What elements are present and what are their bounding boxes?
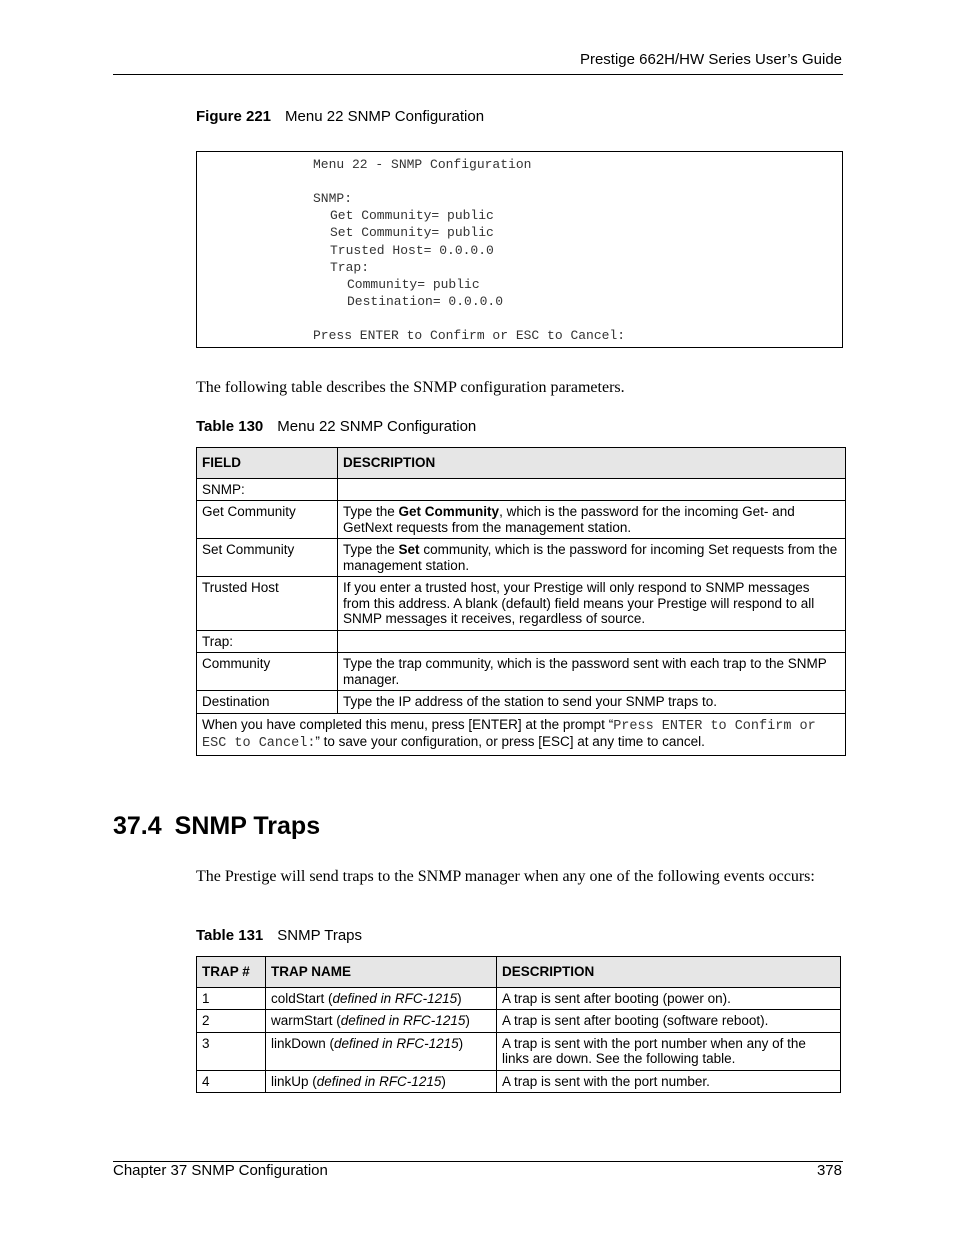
table-row	[197, 1010, 841, 1033]
section-number: 37.4	[113, 812, 162, 840]
column-header-trap-number: TRAP #	[197, 957, 266, 988]
table-row	[197, 987, 841, 1010]
table-row	[197, 478, 846, 501]
table-row	[197, 691, 846, 714]
table-130-label: Table 130	[196, 418, 264, 435]
terminal-line: Press ENTER to Confirm or ESC to Cancel:	[313, 328, 626, 343]
trap-number-cell: 4	[197, 1070, 266, 1093]
trap-name: coldStart	[271, 990, 325, 1006]
page-number: 378	[816, 1162, 842, 1179]
field-cell: Community	[197, 653, 338, 691]
field-cell: Destination	[197, 691, 338, 714]
trap-definition: defined in RFC-1215	[316, 1073, 442, 1089]
description-cell	[338, 478, 846, 501]
description-text: Type the	[343, 542, 399, 557]
description-bold: Set	[398, 542, 420, 557]
trap-name: linkDown	[271, 1035, 326, 1051]
section-heading	[113, 812, 320, 841]
description-cell: Type the IP address of the station to send your SNMP traps to.	[338, 691, 846, 714]
table-header-row	[197, 957, 841, 988]
trap-name-cell: linkDown (defined in RFC-1215)	[266, 1032, 497, 1070]
description-cell	[338, 630, 846, 653]
trap-definition: defined in RFC-1215	[340, 1013, 466, 1028]
terminal-line: SNMP:	[313, 191, 353, 206]
terminal-line: Destination= 0.0.0.0	[347, 294, 504, 309]
trap-name: linkUp	[271, 1073, 309, 1089]
table-footer-note	[197, 713, 846, 755]
table-row	[197, 630, 846, 653]
description-cell: A trap is sent after booting (power on).	[497, 987, 841, 1010]
footer-note-text: When you have completed this menu, press [ENTER] at the prompt “	[202, 716, 614, 732]
field-cell: SNMP:	[197, 478, 338, 501]
figure-label: Figure 221	[196, 108, 272, 125]
table-131-label: Table 131	[196, 927, 264, 944]
terminal-line: Trusted Host= 0.0.0.0	[330, 243, 494, 258]
running-header-title: Prestige 662H/HW Series User’s Guide	[579, 51, 842, 68]
table-header-row	[197, 448, 846, 479]
table-row	[197, 577, 846, 631]
description-text: , which is the password for the incoming Get- and GetNext requests from the management station.	[343, 504, 795, 535]
table-row	[197, 1032, 841, 1070]
trap-number-cell: 2	[197, 1010, 266, 1033]
trap-name: warmStart	[271, 1013, 333, 1028]
trap-name-cell: linkUp (defined in RFC-1215)	[266, 1070, 497, 1093]
terminal-line: Community= public	[347, 277, 480, 292]
column-header-description: DESCRIPTION	[497, 957, 841, 988]
figure-caption	[196, 108, 484, 125]
trap-name-cell: coldStart (defined in RFC-1215)	[266, 987, 497, 1010]
description-cell: If you enter a trusted host, your Prestige will only respond to SNMP messages from this address. A blank (default) field means your Prestige will respond to all SNMP messages it receives, regardless of source.	[338, 577, 846, 631]
table-row	[197, 653, 846, 691]
table-131	[196, 956, 841, 1093]
header-divider	[113, 74, 843, 75]
terminal-line: Trap:	[330, 260, 370, 275]
field-cell: Set Community	[197, 539, 338, 577]
field-cell: Trap:	[197, 630, 338, 653]
description-text: Type the	[343, 504, 399, 519]
description-cell: Type the trap community, which is the password sent with each trap to the SNMP manager.	[338, 653, 846, 691]
column-header-trap-name: TRAP NAME	[266, 957, 497, 988]
description-text: community, which is the password for incoming Set requests from the management station.	[343, 542, 838, 573]
table-130-caption	[196, 418, 476, 435]
terminal-line: Set Community= public	[330, 225, 494, 240]
section-title: SNMP Traps	[174, 812, 321, 840]
intro-paragraph: The following table describes the SNMP configuration parameters.	[196, 379, 625, 396]
table-130-title: Menu 22 SNMP Configuration	[277, 418, 477, 435]
description-cell	[338, 539, 846, 577]
terminal-line: Menu 22 - SNMP Configuration	[313, 157, 532, 172]
footer-note-text: ” to save your configuration, or press [ESC] at any time to cancel.	[315, 734, 705, 749]
field-cell: Trusted Host	[197, 577, 338, 631]
column-header-description: DESCRIPTION	[338, 448, 846, 479]
field-cell: Get Community	[197, 501, 338, 539]
trap-name-cell: warmStart (defined in RFC-1215)	[266, 1010, 497, 1033]
description-cell: A trap is sent with the port number.	[497, 1070, 841, 1093]
description-cell	[338, 501, 846, 539]
table-row	[197, 1070, 841, 1093]
trap-definition: defined in RFC-1215	[334, 1035, 459, 1051]
table-row	[197, 539, 846, 577]
table-footer-row	[197, 713, 846, 755]
section-paragraph: The Prestige will send traps to the SNMP manager when any one of the following events occurs:	[196, 868, 815, 885]
description-cell: A trap is sent with the port number when any of the links are down. See the following table.	[497, 1032, 841, 1070]
column-header-field: FIELD	[197, 448, 338, 479]
table-row	[197, 501, 846, 539]
trap-number-cell: 3	[197, 1032, 266, 1070]
trap-number-cell: 1	[197, 987, 266, 1010]
trap-definition: defined in RFC-1215	[332, 990, 458, 1006]
terminal-screen	[196, 151, 843, 348]
figure-title: Menu 22 SNMP Configuration	[285, 108, 485, 125]
description-bold: Get Community	[398, 504, 500, 519]
footer-chapter: Chapter 37 SNMP Configuration	[113, 1162, 328, 1179]
terminal-line: Get Community= public	[330, 208, 494, 223]
description-cell: A trap is sent after booting (software reboot).	[497, 1010, 841, 1033]
footer-note-prompt: Press ENTER to Confirm or ESC to Cancel:	[202, 718, 816, 751]
table-131-caption	[196, 927, 362, 944]
table-130	[196, 447, 846, 756]
table-131-title: SNMP Traps	[277, 927, 363, 944]
